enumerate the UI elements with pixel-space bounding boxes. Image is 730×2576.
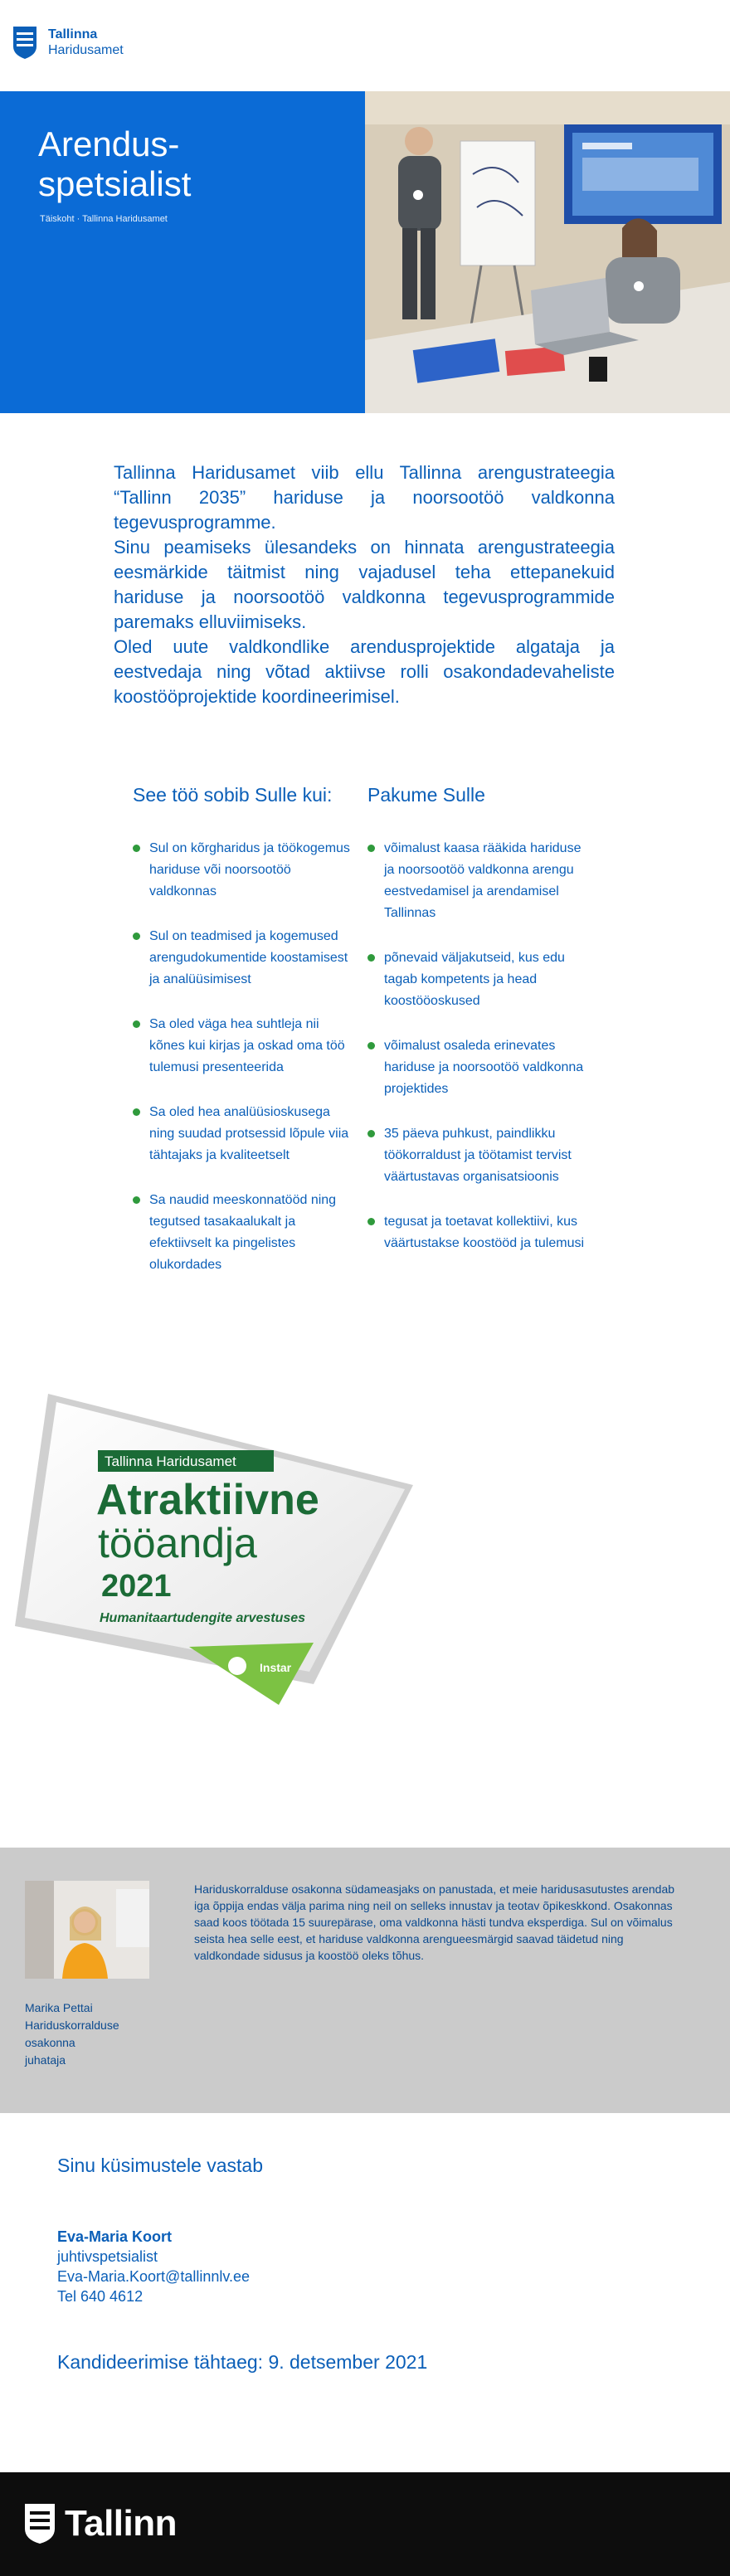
bullet-icon xyxy=(367,1130,375,1137)
award-graphic xyxy=(15,1394,430,1726)
bullet-icon xyxy=(367,845,375,852)
contact-section xyxy=(57,2155,638,2374)
list-item: 35 päeva puhkust, paindlikku töökorraldust ja töötamist tervist väärtustavas organisatsioonis xyxy=(367,1123,591,1188)
bullet-icon xyxy=(367,954,375,962)
list-item: Sul on teadmised ja kogemused arengudokumentide koostamisest ja analüüsimisest xyxy=(133,926,357,991)
contact-heading: Sinu küsimustele vastab xyxy=(57,2155,264,2176)
contact-phone: Tel 640 4612 xyxy=(57,2288,144,2305)
testimonial-author: Marika Pettai Hariduskorralduse osakonna juhataja xyxy=(25,2001,119,2067)
requirements-heading: See töö sobib Sulle kui: xyxy=(133,784,333,806)
award-brand: Instar xyxy=(260,1661,292,1674)
award-line-1: Atraktiivne xyxy=(96,1476,319,1524)
tallinn-crest-icon xyxy=(12,25,38,60)
list-item: Sa oled hea analüüsioskusega ning suudad protsessid lõpule viia tähtajaks ja kvaliteetselt xyxy=(133,1102,357,1166)
testimonial-section xyxy=(0,1848,730,2113)
contact-email-link[interactable]: Eva-Maria.Koort@tallinnlv.ee xyxy=(57,2268,251,2285)
job-intro xyxy=(114,460,615,709)
list-item: võimalust osaleda erinevates hariduse ja noorsootöö valdkonna projektides xyxy=(367,1035,591,1100)
bullet-icon xyxy=(133,1196,140,1204)
award-year: 2021 xyxy=(101,1569,172,1604)
logo-line-2: Haridusamet xyxy=(48,43,124,57)
testimonial-quote: Hariduskorralduse osakonna südameasjaks on panustada, et meie haridusasutustes arendab iga õppija endas välja parima ning neil on selleks innustav ja teotav õpikeskkond. Osakonnas saad koos töötada 15 suurepärase, oma valdkonna hästi tundva eksperdiga. Sul on võimalus seista hea selle eest, et hariduse valdkonna arengueesmärgid saavad täidetud ning valdkondade sidusus ja koostöö oleks tõhus. xyxy=(194,1882,675,1962)
award-org: Tallinna Haridusamet xyxy=(105,1454,236,1469)
bullet-icon xyxy=(367,1218,375,1225)
bullet-icon xyxy=(133,933,140,940)
requirements-list xyxy=(133,838,357,1276)
tallinn-crest-icon xyxy=(23,2502,56,2545)
list-item: võimalust kaasa rääkida hariduse ja noorsootöö valdkonna arengu eestvedamisel ja arendamisel Tallinnas xyxy=(367,838,591,924)
award-subtitle: Humanitaartudengite arvestuses xyxy=(100,1611,306,1625)
logo-line-1: Tallinna xyxy=(48,27,98,41)
tallinna-haridusamet-logo[interactable] xyxy=(12,25,124,60)
bullet-icon xyxy=(133,845,140,852)
offers-list xyxy=(367,838,591,1254)
site-footer xyxy=(0,2472,730,2576)
list-item: põnevaid väljakutseid, kus edu tagab kompetents ja head koostööoskused xyxy=(367,947,591,1012)
award-line-2: tööandja xyxy=(98,1520,257,1566)
footer-logo-text: Tallinn xyxy=(65,2503,178,2544)
hero-section xyxy=(0,91,730,413)
job-title: Arendus- spetsialist xyxy=(38,124,192,203)
hero-photo xyxy=(365,91,730,413)
application-deadline: Kandideerimise tähtaeg: 9. detsember 2021 xyxy=(57,2351,428,2373)
job-meta: Täiskoht · Tallinna Haridusamet xyxy=(40,214,168,224)
list-item: Sa naudid meeskonnatööd ning tegutsed tasakaalukalt ja efektiivselt ka pingelistes olukordades xyxy=(133,1190,357,1276)
offers-column xyxy=(367,784,591,1278)
testimonial-photo xyxy=(25,1881,149,1979)
offers-heading: Pakume Sulle xyxy=(367,784,485,806)
list-item: Sa oled väga hea suhtleja nii kõnes kui kirjas ja oskad oma töö tulemusi presenteerida xyxy=(133,1014,357,1079)
list-item: tegusat ja toetavat kollektiivi, kus väärtustakse koostööd ja tulemusi xyxy=(367,1211,591,1254)
office-meeting-image xyxy=(365,91,730,413)
requirements-column xyxy=(133,784,357,1299)
intro-paragraph-3: Oled uute valdkondlike arendusprojektide algataja ja eestvedaja ning võtad aktiivse rolli osakondadevaheliste koostööprojektide koordineerimisel. xyxy=(114,636,615,707)
intro-paragraph-2: Sinu peamiseks ülesandeks on hinnata arengustrateegia eesmärkide täitmist ning vajadusel teha ettepanekuid hariduse ja noorsootöö valdkonna tegevusprogrammide paremaks elluviimiseks. xyxy=(114,537,615,632)
bullet-icon xyxy=(133,1020,140,1028)
contact-role: juhtivspetsialist xyxy=(57,2248,158,2265)
hero-blue-panel xyxy=(0,91,365,413)
instar-icon xyxy=(228,1657,246,1675)
site-header xyxy=(0,0,730,91)
bullet-icon xyxy=(133,1108,140,1116)
person-portrait-image xyxy=(25,1881,149,1979)
tallinn-footer-logo[interactable] xyxy=(23,2502,177,2545)
bullet-icon xyxy=(367,1042,375,1049)
contact-name: Eva-Maria Koort xyxy=(57,2228,173,2245)
intro-paragraph-1: Tallinna Haridusamet viib ellu Tallinna arengustrateegia “Tallinn 2035” hariduse ja noorsootöö valdkonna tegevusprogramme. xyxy=(114,462,615,533)
attractive-employer-badge xyxy=(15,1394,430,1726)
list-item: Sul on kõrgharidus ja töökogemus hariduse või noorsootöö valdkonnas xyxy=(133,838,357,903)
